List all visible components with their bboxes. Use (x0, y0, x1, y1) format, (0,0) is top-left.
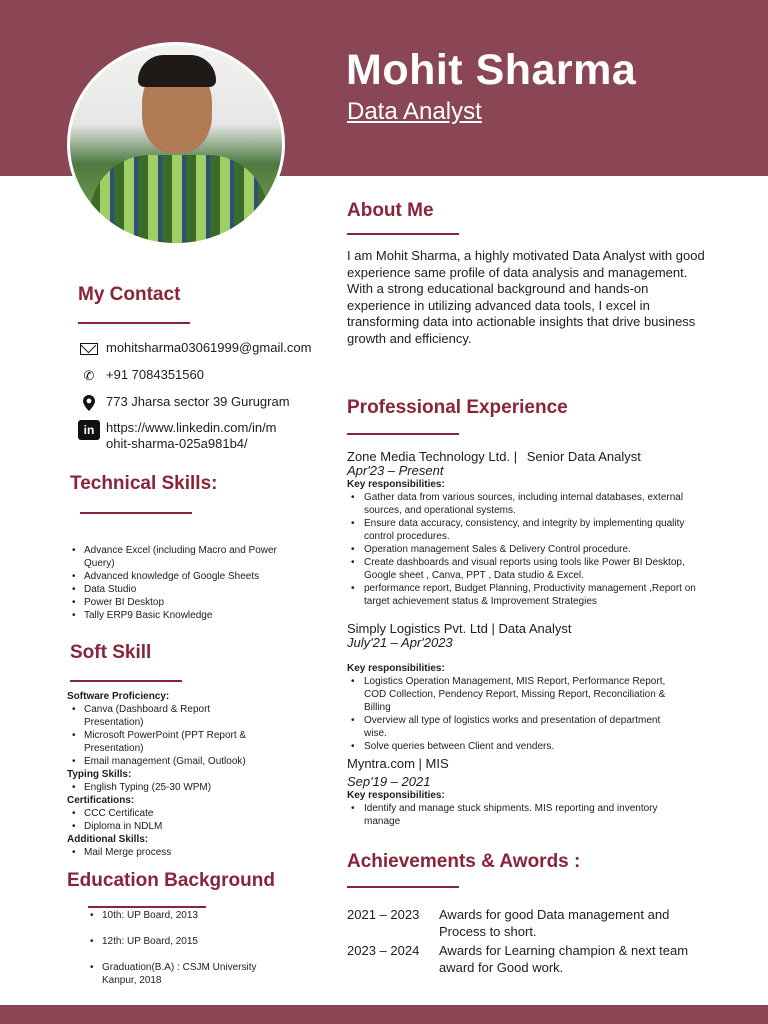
education-rule (88, 906, 206, 908)
list-item: • Create dashboards and visual reports using tools like Power BI Desktop, Google sheet , Canva, PPT , Data studio & Excel. (347, 556, 707, 582)
job-company (347, 449, 707, 464)
list-item: • Graduation(B.A) : CSJM University Kanpur, 2018 (88, 961, 272, 987)
certifications-list (67, 807, 337, 833)
software-heading: Software Proficiency: (67, 691, 170, 702)
list-item: • English Typing (25-30 WPM) (67, 781, 337, 794)
photo-shirt (90, 155, 268, 246)
job-company: Simply Logistics Pvt. Ltd | Data Analyst (347, 621, 572, 636)
responsibilities-list (347, 675, 707, 753)
software-list (67, 703, 337, 768)
technical-heading: Technical Skills: (70, 473, 218, 494)
list-item: • 10th: UP Board, 2013 (88, 909, 328, 922)
list-item: • performance report, Budget Planning, Productivity management ,Report on target achievement status & Improvement Strategies (347, 582, 707, 608)
list-item: • Identify and manage stuck shipments. MIS reporting and inventory manage (347, 802, 684, 828)
footer-band (0, 1005, 768, 1024)
typing-heading: Typing Skills: (67, 769, 132, 780)
additional-list (67, 846, 337, 859)
location-pin-icon (78, 394, 100, 412)
contact-address (78, 394, 290, 412)
job-company: Myntra.com | MIS (347, 756, 449, 771)
responsibilities-list (347, 802, 707, 828)
about-rule (347, 233, 459, 235)
achievement-years: 2021 – 2023 (347, 907, 420, 922)
list-item: • Advance Excel (including Macro and Power Query) (70, 544, 300, 570)
list-item: • Microsoft PowerPoint (PPT Report & Presentation) (67, 729, 274, 755)
list-item: • Solve queries between Client and venders. (347, 740, 707, 753)
contact-phone[interactable] (78, 367, 204, 385)
contact-rule (78, 322, 190, 324)
responsibilities-list (347, 491, 707, 608)
linkedin-line-1[interactable]: https://www.linkedin.com/in/m (106, 420, 277, 435)
key-responsibilities-label: Key responsibilities: (347, 790, 445, 801)
certifications-heading: Certifications: (67, 795, 135, 806)
about-heading: About Me (347, 200, 434, 221)
job-myntra (347, 756, 707, 828)
list-item: • Diploma in NDLM (67, 820, 337, 833)
list-item: • Ensure data accuracy, consistency, and integrity by implementing quality control procedures. (347, 517, 707, 543)
job-date: Apr'23 – Present (347, 463, 444, 478)
list-item: • Data Studio (70, 583, 300, 596)
key-responsibilities-label: Key responsibilities: (347, 479, 445, 490)
list-item: • Gather data from various sources, including internal databases, external sources, and operational systems. (347, 491, 707, 517)
job-simply-logistics (347, 621, 707, 753)
key-responsibilities-label: Key responsibilities: (347, 663, 445, 674)
education-heading: Education Background (67, 870, 275, 891)
company-name: Zone Media Technology Ltd. | (347, 449, 518, 464)
additional-heading: Additional Skills: (67, 834, 149, 845)
list-item: • CCC Certificate (67, 807, 337, 820)
list-item: • Advanced knowledge of Google Sheets (70, 570, 300, 583)
contact-linkedin[interactable] (78, 420, 277, 452)
phone-text[interactable]: +91 7084351560 (106, 367, 204, 382)
achievements-heading: Achievements & Awords : (347, 851, 581, 872)
job-date: Sep'19 – 2021 (347, 774, 431, 789)
list-item: • Logistics Operation Management, MIS Report, Performance Report, COD Collection, Pendency Report, Missing Report, Reconciliation & Billing (347, 675, 684, 714)
mail-icon (78, 340, 100, 358)
list-item: • Overview all type of logistics works and presentation of department wise. (347, 714, 684, 740)
list-item: • Power BI Desktop (70, 596, 300, 609)
linkedin-icon: in (78, 420, 100, 440)
job-date: July'21 – Apr'2023 (347, 635, 453, 650)
list-item: • Tally ERP9 Basic Knowledge (70, 609, 300, 622)
job-zone-media (347, 449, 707, 608)
soft-rule (70, 680, 182, 682)
phone-icon: ✆ (83, 368, 95, 383)
achievements-rule (347, 886, 459, 888)
achievement-text: Awards for Learning champion & next team award for Good work. (439, 943, 689, 975)
soft-skills-block (67, 690, 337, 859)
education-list (88, 909, 328, 1000)
achievement-row (347, 907, 707, 940)
list-item: • Operation management Sales & Delivery Control procedure. (347, 543, 707, 556)
technical-list (70, 544, 300, 622)
technical-rule (80, 512, 192, 514)
contact-email[interactable] (78, 340, 311, 358)
soft-heading: Soft Skill (70, 642, 152, 663)
candidate-title: Data Analyst (347, 98, 482, 125)
contact-heading: My Contact (78, 284, 181, 305)
achievement-years: 2023 – 2024 (347, 943, 420, 958)
candidate-name: Mohit Sharma (346, 46, 637, 94)
experience-rule (347, 433, 459, 435)
about-text: I am Mohit Sharma, a highly motivated Data Analyst with good experience same profile of data analysis and management. With a strong educational background and hands-on experience in utilizing advanced data tools, I excel in transforming data into actionable insights that drive business growth and efficiency. (347, 248, 705, 346)
list-item: • Email management (Gmail, Outlook) (67, 755, 337, 768)
achievement-row (347, 943, 707, 976)
typing-list (67, 781, 337, 794)
profile-photo (67, 42, 285, 246)
photo-hair (138, 55, 216, 87)
list-item: • 12th: UP Board, 2015 (88, 935, 328, 948)
address-text: 773 Jharsa sector 39 Gurugram (106, 394, 290, 409)
achievement-text: Awards for good Data management and Process to short. (439, 907, 670, 939)
list-item: • Mail Merge process (67, 846, 337, 859)
email-text[interactable]: mohitsharma03061999@gmail.com (106, 340, 312, 355)
job-role: Senior Data Analyst (526, 449, 641, 464)
experience-heading: Professional Experience (347, 397, 568, 418)
linkedin-line-2[interactable]: ohit-sharma-025a981b4/ (106, 436, 248, 451)
list-item: • Canva (Dashboard & Report Presentation) (67, 703, 254, 729)
linkedin-link[interactable] (106, 420, 277, 452)
